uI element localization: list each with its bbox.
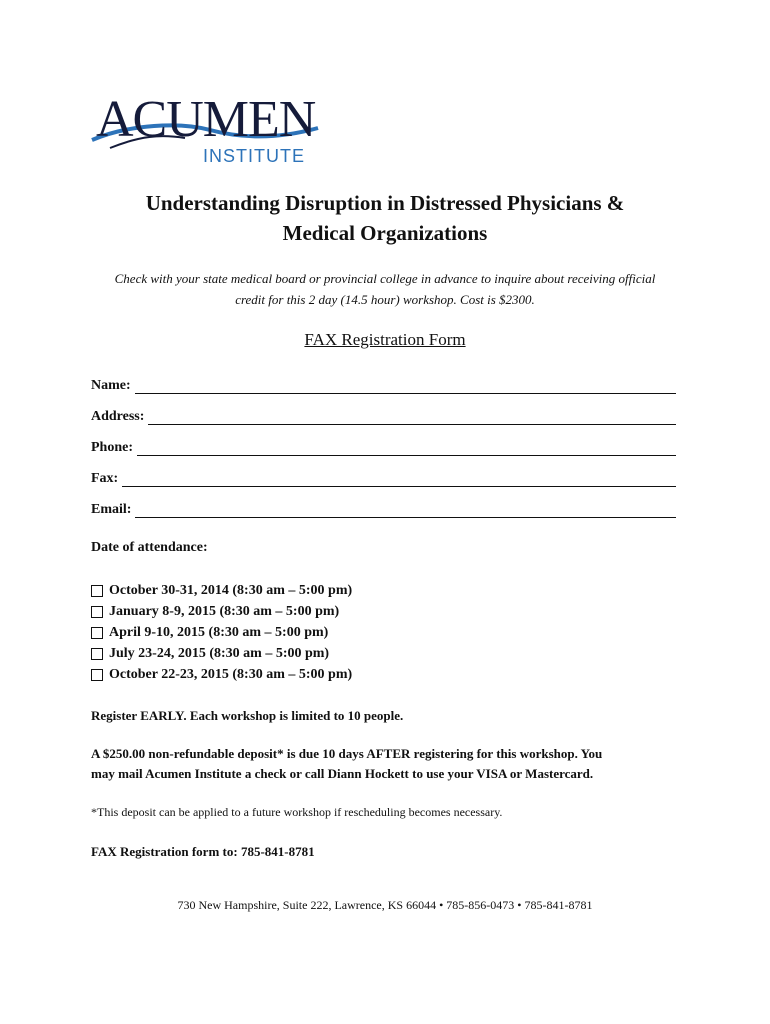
- date-option[interactable]: [91, 580, 352, 601]
- date-option[interactable]: [91, 622, 352, 643]
- field-label: Address:: [91, 409, 145, 424]
- fax-input-line[interactable]: [122, 472, 676, 487]
- field-label: Name:: [91, 378, 131, 393]
- checkbox-icon[interactable]: [91, 585, 103, 597]
- name-input-line[interactable]: [135, 379, 676, 394]
- email-field[interactable]: [91, 498, 676, 518]
- date-option[interactable]: [91, 664, 352, 685]
- date-option-label: October 30-31, 2014 (8:30 am – 5:00 pm): [109, 583, 353, 598]
- checkbox-icon[interactable]: [91, 648, 103, 660]
- title-line-1: Understanding Disruption in Distressed Physicians &: [145, 191, 625, 215]
- fax-to-text: FAX Registration form to: 785-841-8781: [91, 844, 315, 859]
- field-label: Email:: [91, 502, 132, 517]
- logo-wordmark: ACUMEN: [96, 91, 316, 148]
- field-label: Fax:: [91, 471, 119, 486]
- deposit-line-1: A $250.00 non-refundable deposit* is due 10 days AFTER registering for this workshop. You: [91, 746, 603, 761]
- intro-text: [90, 268, 680, 310]
- date-option[interactable]: [91, 601, 352, 622]
- checkbox-icon[interactable]: [91, 669, 103, 681]
- name-field[interactable]: [91, 374, 676, 394]
- register-early-text: Register EARLY. Each workshop is limited to 10 people.: [91, 708, 404, 723]
- date-option-label: October 22-23, 2015 (8:30 am – 5:00 pm): [109, 667, 353, 682]
- date-options-list: [91, 580, 352, 685]
- date-option-label: January 8-9, 2015 (8:30 am – 5:00 pm): [109, 604, 340, 619]
- document-title: [0, 188, 770, 248]
- deposit-line-2: may mail Acumen Institute a check or call Diann Hockett to use your VISA or Mastercard.: [91, 766, 594, 781]
- intro-line-2: credit for this 2 day (14.5 hour) workshop. Cost is $2300.: [235, 292, 535, 307]
- date-option-label: April 9-10, 2015 (8:30 am – 5:00 pm): [109, 625, 329, 640]
- checkbox-icon[interactable]: [91, 627, 103, 639]
- date-option[interactable]: [91, 643, 352, 664]
- checkbox-icon[interactable]: [91, 606, 103, 618]
- address-input-line[interactable]: [148, 410, 676, 425]
- footer-address: 730 New Hampshire, Suite 222, Lawrence, KS 66044 • 785-856-0473 • 785-841-8781: [177, 898, 593, 912]
- phone-field[interactable]: [91, 436, 676, 456]
- email-input-line[interactable]: [135, 503, 676, 518]
- address-field[interactable]: [91, 405, 676, 425]
- phone-input-line[interactable]: [137, 441, 676, 456]
- deposit-note: *This deposit can be applied to a future workshop if rescheduling becomes necessary.: [91, 805, 503, 819]
- date-option-label: July 23-24, 2015 (8:30 am – 5:00 pm): [109, 646, 330, 661]
- intro-line-1: Check with your state medical board or provincial college in advance to inquire about receiving official: [114, 271, 656, 286]
- title-line-2: Medical Organizations: [282, 221, 488, 245]
- fax-field[interactable]: [91, 467, 676, 487]
- deposit-text: [91, 744, 691, 784]
- date-heading: Date of attendance:: [91, 540, 208, 555]
- acumen-institute-logo: [90, 92, 320, 172]
- field-label: Phone:: [91, 440, 133, 455]
- logo-subtitle: INSTITUTE: [203, 146, 305, 166]
- form-heading: FAX Registration Form: [304, 330, 466, 349]
